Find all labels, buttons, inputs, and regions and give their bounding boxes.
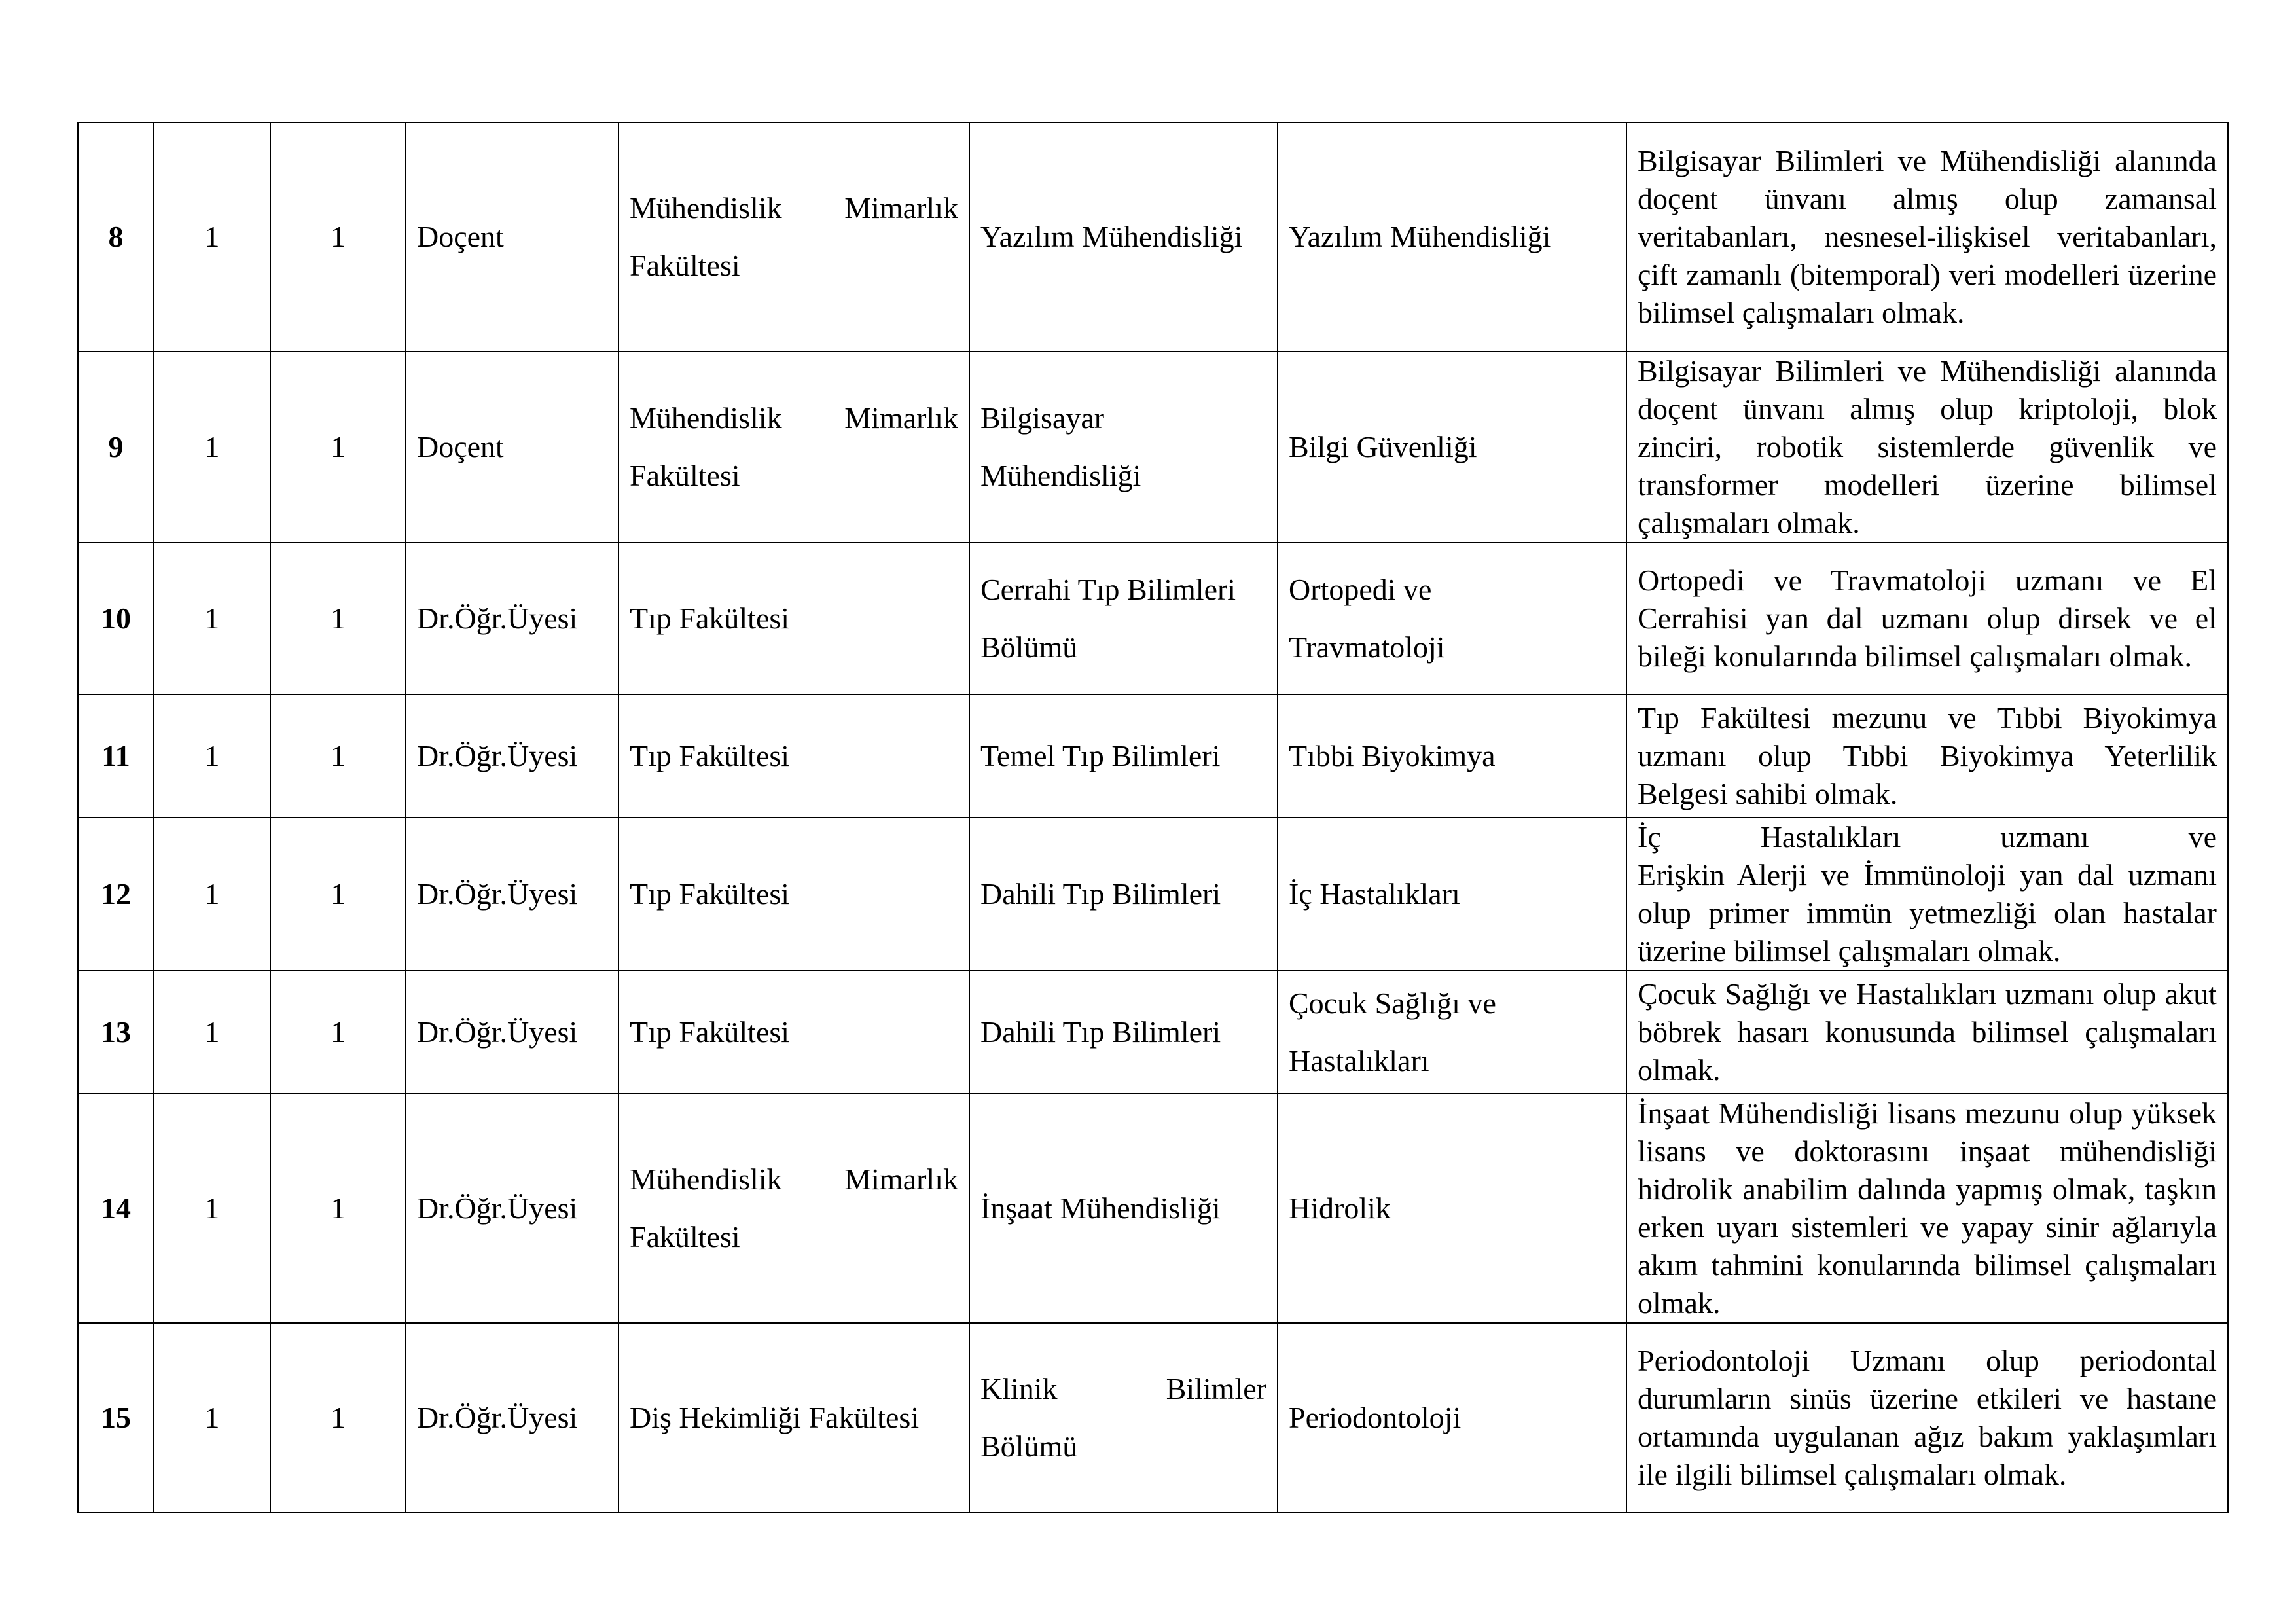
position-count: 1 <box>154 543 270 695</box>
positions-table <box>77 122 2229 1513</box>
table-row <box>78 543 2228 695</box>
position-count: 1 <box>154 352 270 543</box>
table-row <box>78 352 2228 543</box>
faculty <box>619 122 969 352</box>
field: Yazılım Mühendisliği <box>1278 122 1626 352</box>
field-line: Ortopedi ve <box>1289 573 1432 606</box>
department-line: Bölümü <box>980 1430 1078 1463</box>
row-number: 10 <box>78 543 154 695</box>
requirements: Çocuk Sağlığı ve Hastalıkları uzmanı olup akut böbrek hasarı konusunda bilimsel çalışmaları olmak. <box>1626 971 2228 1094</box>
requirements: Bilgisayar Bilimleri ve Mühendisliği alanında doçent ünvanı almış olup zamansal veritabanları, nesnesel-ilişkisel veritabanları, çift zamanlı (bitemporal) veri modelleri üzerine bilimsel çalışmaları olmak. <box>1626 122 2228 352</box>
position-count: 1 <box>154 971 270 1094</box>
table-row <box>78 818 2228 971</box>
faculty-line: Fakültesi <box>630 459 740 492</box>
position-count-secondary: 1 <box>270 1094 406 1323</box>
table-row <box>78 1094 2228 1323</box>
academic-title: Dr.Öğr.Üyesi <box>406 971 619 1094</box>
table-row <box>78 1323 2228 1513</box>
position-count-secondary: 1 <box>270 971 406 1094</box>
position-count: 1 <box>154 1094 270 1323</box>
field: Tıbbi Biyokimya <box>1278 695 1626 818</box>
field: İç Hastalıkları <box>1278 818 1626 971</box>
field-line: Travmatoloji <box>1289 630 1445 664</box>
position-count-secondary: 1 <box>270 352 406 543</box>
row-number: 13 <box>78 971 154 1094</box>
table-row <box>78 122 2228 352</box>
position-count-secondary: 1 <box>270 695 406 818</box>
field-line: Çocuk Sağlığı ve <box>1289 986 1496 1020</box>
requirements: Ortopedi ve Travmatoloji uzmanı ve El Cerrahisi yan dal uzmanı olup dirsek ve el bileği konularında bilimsel çalışmaları olmak. <box>1626 543 2228 695</box>
department-line: Klinik Bilimler <box>980 1372 1266 1405</box>
department <box>969 543 1278 695</box>
table-row <box>78 695 2228 818</box>
row-number: 14 <box>78 1094 154 1323</box>
field: Periodontoloji <box>1278 1323 1626 1513</box>
position-count-secondary: 1 <box>270 1323 406 1513</box>
row-number: 9 <box>78 352 154 543</box>
faculty-line: Fakültesi <box>630 249 740 282</box>
position-count: 1 <box>154 695 270 818</box>
faculty-line: Mühendislik Mimarlık <box>630 191 958 225</box>
department: Yazılım Mühendisliği <box>969 122 1278 352</box>
department-line: Bilgisayar <box>980 401 1105 435</box>
faculty <box>619 1094 969 1323</box>
position-count-secondary: 1 <box>270 122 406 352</box>
requirements <box>1626 818 2228 971</box>
field-line: Hastalıkları <box>1289 1044 1429 1077</box>
academic-title: Dr.Öğr.Üyesi <box>406 1094 619 1323</box>
position-count: 1 <box>154 122 270 352</box>
faculty: Tıp Fakültesi <box>619 695 969 818</box>
requirements: Tıp Fakültesi mezunu ve Tıbbi Biyokimya uzmanı olup Tıbbi Biyokimya Yeterlilik Belgesi sahibi olmak. <box>1626 695 2228 818</box>
requirements: İnşaat Mühendisliği lisans mezunu olup yüksek lisans ve doktorasını inşaat mühendisliği hidrolik anabilim dalında yapmış olmak, taşkın erken uyarı sistemleri ve yapay sinir ağlarıyla akım tahmini konularında bilimsel çalışmaları olmak. <box>1626 1094 2228 1323</box>
position-count-secondary: 1 <box>270 818 406 971</box>
faculty-line: Mühendislik Mimarlık <box>630 1163 958 1196</box>
requirements: Periodontoloji Uzmanı olup periodontal durumların sinüs üzerine etkileri ve hastane ortamında uygulanan ağız bakım yaklaşımları ile ilgili bilimsel çalışmaları olmak. <box>1626 1323 2228 1513</box>
department: Temel Tıp Bilimleri <box>969 695 1278 818</box>
faculty-line: Fakültesi <box>630 1220 740 1254</box>
table-row <box>78 971 2228 1094</box>
faculty: Tıp Fakültesi <box>619 818 969 971</box>
academic-title: Dr.Öğr.Üyesi <box>406 695 619 818</box>
academic-title: Dr.Öğr.Üyesi <box>406 1323 619 1513</box>
department: İnşaat Mühendisliği <box>969 1094 1278 1323</box>
row-number: 12 <box>78 818 154 971</box>
faculty: Tıp Fakültesi <box>619 543 969 695</box>
field <box>1278 543 1626 695</box>
field: Hidrolik <box>1278 1094 1626 1323</box>
requirements: Bilgisayar Bilimleri ve Mühendisliği alanında doçent ünvanı almış olup kriptoloji, blok zinciri, robotik sistemlerde güvenlik ve transformer modelleri üzerine bilimsel çalışmaları olmak. <box>1626 352 2228 543</box>
department-line: Mühendisliği <box>980 459 1141 492</box>
department: Dahili Tıp Bilimleri <box>969 818 1278 971</box>
academic-title: Doçent <box>406 122 619 352</box>
field <box>1278 971 1626 1094</box>
department <box>969 1323 1278 1513</box>
position-count: 1 <box>154 818 270 971</box>
row-number: 11 <box>78 695 154 818</box>
requirements-line: İç Hastalıkları uzmanı ve <box>1638 820 2217 854</box>
department <box>969 352 1278 543</box>
faculty <box>619 352 969 543</box>
position-count: 1 <box>154 1323 270 1513</box>
department-line: Cerrahi Tıp Bilimleri <box>980 573 1236 606</box>
academic-title: Dr.Öğr.Üyesi <box>406 543 619 695</box>
department: Dahili Tıp Bilimleri <box>969 971 1278 1094</box>
academic-title: Doçent <box>406 352 619 543</box>
field: Bilgi Güvenliği <box>1278 352 1626 543</box>
row-number: 8 <box>78 122 154 352</box>
requirements-line: Erişkin Alerji ve İmmünoloji yan dal uzmanı olup primer immün yetmezliği olan hastalar üzerine bilimsel çalışmaları olmak. <box>1638 858 2217 967</box>
position-count-secondary: 1 <box>270 543 406 695</box>
faculty: Tıp Fakültesi <box>619 971 969 1094</box>
faculty-line: Mühendislik Mimarlık <box>630 401 958 435</box>
department-line: Bölümü <box>980 630 1078 664</box>
academic-title: Dr.Öğr.Üyesi <box>406 818 619 971</box>
row-number: 15 <box>78 1323 154 1513</box>
faculty: Diş Hekimliği Fakültesi <box>619 1323 969 1513</box>
